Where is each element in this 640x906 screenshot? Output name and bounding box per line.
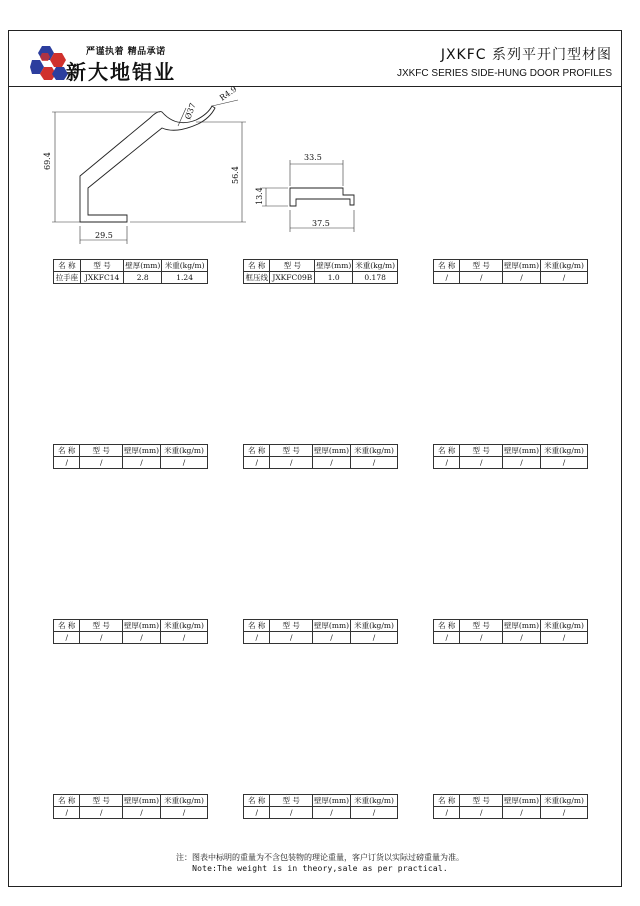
spec-table-row [54, 632, 208, 644]
spec-table-header-row [54, 260, 208, 272]
spec-table [433, 444, 588, 469]
page-title: JXKFC 系列平开门型材图 [440, 47, 612, 63]
spec-table-header-cell: 壁厚(mm) [503, 621, 540, 630]
spec-table-cell-model: / [460, 457, 502, 469]
spec-table-header-cell: 型 号 [460, 445, 502, 457]
spec-table-header-cell: 名 称 [434, 445, 460, 457]
spec-table-header-cell: 壁厚(mm) [316, 261, 352, 270]
spec-table-cell-thickness: / [502, 272, 540, 284]
spec-table-cell-thickness: / [122, 807, 160, 819]
spec-table [53, 444, 208, 469]
spec-table-cell-weight: / [351, 457, 398, 469]
company-name: 新大地铝业 [66, 60, 176, 84]
spec-table-cell-name: / [244, 632, 270, 644]
spec-table [243, 444, 398, 469]
spec-table-cell-thickness: 1.0 [315, 272, 353, 284]
spec-table-cell-thickness: / [312, 632, 350, 644]
dim-inner-height-label: 56.4 [231, 166, 240, 184]
spec-table [243, 619, 398, 644]
spec-table-row [54, 272, 208, 284]
spec-table [53, 619, 208, 644]
spec-table-row [434, 272, 588, 284]
spec-table-header-cell: 型 号 [80, 260, 123, 272]
spec-table-header-cell: 壁厚(mm) [503, 261, 540, 270]
spec-table-header-cell: 米重(kg/m) [541, 445, 588, 457]
spec-table-cell-name: / [54, 632, 80, 644]
handle-seat-profile [80, 106, 215, 222]
spec-table-cell-weight: / [541, 807, 588, 819]
spec-table-cell-model: / [80, 632, 122, 644]
spec-table-header-cell: 名 称 [244, 795, 270, 807]
spec-table-header-cell: 壁厚(mm) [313, 621, 350, 630]
spec-table-row [434, 457, 588, 469]
spec-table-row [244, 272, 398, 284]
spec-table-header-cell: 型 号 [460, 795, 502, 807]
spec-table-cell-name: / [434, 632, 460, 644]
spec-table [433, 619, 588, 644]
spec-table-header-cell: 米重(kg/m) [161, 620, 208, 632]
dim-bottom-width-label: 37.5 [312, 219, 330, 228]
spec-table-cell-weight: / [541, 272, 588, 284]
spec-table-cell-thickness: / [312, 457, 350, 469]
spec-table-header-cell: 壁厚(mm) [123, 446, 160, 455]
footer-note-en: Note:The weight is in theory,sale as per practical. [192, 864, 448, 873]
spec-table-cell-weight: 0.178 [353, 272, 398, 284]
spec-table-cell-thickness: / [502, 632, 540, 644]
spec-table-header-cell: 米重(kg/m) [541, 260, 588, 272]
spec-table-cell-name: / [434, 807, 460, 819]
spec-table-header-cell: 米重(kg/m) [541, 620, 588, 632]
spec-table-header-cell: 名 称 [244, 445, 270, 457]
dim-diameter-label: Ø37 [183, 101, 198, 121]
spec-table-header-cell: 名 称 [434, 260, 460, 272]
spec-table-header-cell: 米重(kg/m) [351, 445, 398, 457]
dim-bottom-label: 29.5 [95, 231, 113, 240]
spec-table-cell-model: / [270, 807, 312, 819]
spec-table-cell-name: / [244, 457, 270, 469]
spec-table-row [244, 457, 398, 469]
company-slogan: 严谨执着 精品承诺 [86, 47, 166, 57]
spec-table-header-cell: 壁厚(mm) [313, 796, 350, 805]
spec-table-cell-name: / [244, 807, 270, 819]
spec-table-header-cell: 米重(kg/m) [541, 795, 588, 807]
spec-table-header-row [54, 620, 208, 632]
spec-table-cell-name: 框压线 [245, 273, 268, 282]
dim-height-label: 69.4 [43, 152, 52, 170]
page-subtitle: JXKFC SERIES SIDE-HUNG DOOR PROFILES [396, 68, 612, 79]
spec-table-cell-model: / [80, 457, 122, 469]
spec-table-header-cell: 名 称 [434, 620, 460, 632]
spec-table-cell-model: JXKFC14 [80, 272, 123, 284]
spec-table-header-cell: 壁厚(mm) [123, 621, 160, 630]
frame-bead-profile [290, 188, 354, 206]
spec-table-header-cell: 名 称 [434, 795, 460, 807]
dim-radius-label: R4.9 [217, 84, 239, 103]
spec-table [433, 259, 588, 284]
profile-drawings [0, 0, 640, 260]
spec-table-header-row [244, 620, 398, 632]
spec-table-cell-model: / [460, 807, 502, 819]
spec-table-header-row [54, 795, 208, 807]
spec-table-header-cell: 壁厚(mm) [123, 796, 160, 805]
spec-table-row [244, 632, 398, 644]
spec-table-cell-thickness: 2.8 [124, 272, 162, 284]
spec-table-header-row [244, 445, 398, 457]
spec-table-cell-thickness: / [502, 457, 540, 469]
spec-table-cell-name: / [434, 272, 460, 284]
spec-table-header-cell: 型 号 [270, 620, 312, 632]
spec-table-header-cell: 型 号 [80, 445, 122, 457]
spec-table-cell-weight: / [541, 457, 588, 469]
spec-table-header-cell: 名 称 [54, 260, 81, 272]
spec-table-header-cell: 米重(kg/m) [161, 795, 208, 807]
spec-table-header-cell: 名 称 [54, 445, 80, 457]
spec-table-cell-model: / [460, 272, 502, 284]
spec-table-header-cell: 型 号 [80, 795, 122, 807]
spec-table-header-row [54, 445, 208, 457]
spec-table-header-cell: 型 号 [80, 620, 122, 632]
spec-table-header-cell: 壁厚(mm) [503, 796, 540, 805]
spec-table-header-row [434, 620, 588, 632]
spec-table [243, 794, 398, 819]
spec-table-header-cell: 名 称 [244, 260, 270, 272]
spec-table-header-cell: 米重(kg/m) [351, 795, 398, 807]
spec-table-header-row [434, 445, 588, 457]
spec-table-header-row [244, 260, 398, 272]
spec-table-cell-thickness: / [502, 807, 540, 819]
spec-table-row [244, 807, 398, 819]
spec-table-cell-weight: / [351, 632, 398, 644]
spec-table-cell-name: 拉手座 [54, 272, 81, 284]
spec-table [433, 794, 588, 819]
spec-table-header-cell: 米重(kg/m) [351, 620, 398, 632]
spec-table-cell-thickness: / [122, 632, 160, 644]
spec-table-header-row [244, 795, 398, 807]
spec-table-cell-model: / [460, 632, 502, 644]
spec-table-cell-weight: / [541, 632, 588, 644]
spec-table-cell-thickness: / [122, 457, 160, 469]
spec-table-cell-thickness: / [312, 807, 350, 819]
spec-table [53, 794, 208, 819]
spec-table-header-cell: 型 号 [270, 260, 315, 272]
spec-table-row [434, 632, 588, 644]
spec-table-header-cell: 米重(kg/m) [161, 445, 208, 457]
spec-table-header-row [434, 795, 588, 807]
spec-table-header-cell: 米重(kg/m) [353, 260, 398, 272]
spec-table-header-cell: 型 号 [270, 445, 312, 457]
spec-table-cell-model: / [80, 807, 122, 819]
spec-table-header-cell: 壁厚(mm) [125, 261, 161, 270]
spec-table-cell-weight: / [351, 807, 398, 819]
spec-table-cell-model: / [270, 632, 312, 644]
spec-table-cell-name: / [54, 807, 80, 819]
footer-note-cn: 注：图表中标明的重量为不含包装物的理论重量，客户订货以实际过磅重量为准。 [176, 853, 464, 862]
spec-table-header-cell: 米重(kg/m) [162, 260, 208, 272]
spec-table-row [434, 807, 588, 819]
spec-table-header-cell: 壁厚(mm) [503, 446, 540, 455]
spec-table-header-cell: 型 号 [270, 795, 312, 807]
spec-table-cell-weight: 1.24 [162, 272, 208, 284]
spec-table-header-cell: 名 称 [54, 795, 80, 807]
spec-table-cell-weight: / [161, 632, 208, 644]
spec-table-header-cell: 型 号 [460, 620, 502, 632]
spec-table-header-row [434, 260, 588, 272]
spec-table-cell-name: / [434, 457, 460, 469]
spec-table-cell-model: / [270, 457, 312, 469]
dim-top-width-label: 33.5 [304, 153, 322, 162]
spec-table-header-cell: 名 称 [244, 620, 270, 632]
spec-table [53, 259, 208, 284]
dim-bead-height-label: 13.4 [255, 187, 264, 205]
spec-table-cell-weight: / [161, 807, 208, 819]
spec-table-header-cell: 壁厚(mm) [313, 446, 350, 455]
spec-table-row [54, 457, 208, 469]
spec-table-cell-model: JXKFC09B [270, 272, 315, 284]
spec-table-header-cell: 型 号 [460, 260, 502, 272]
spec-table-header-cell: 名 称 [54, 620, 80, 632]
spec-table-row [54, 807, 208, 819]
spec-table-cell-name: / [54, 457, 80, 469]
spec-table-cell-weight: / [161, 457, 208, 469]
spec-table [243, 259, 398, 284]
